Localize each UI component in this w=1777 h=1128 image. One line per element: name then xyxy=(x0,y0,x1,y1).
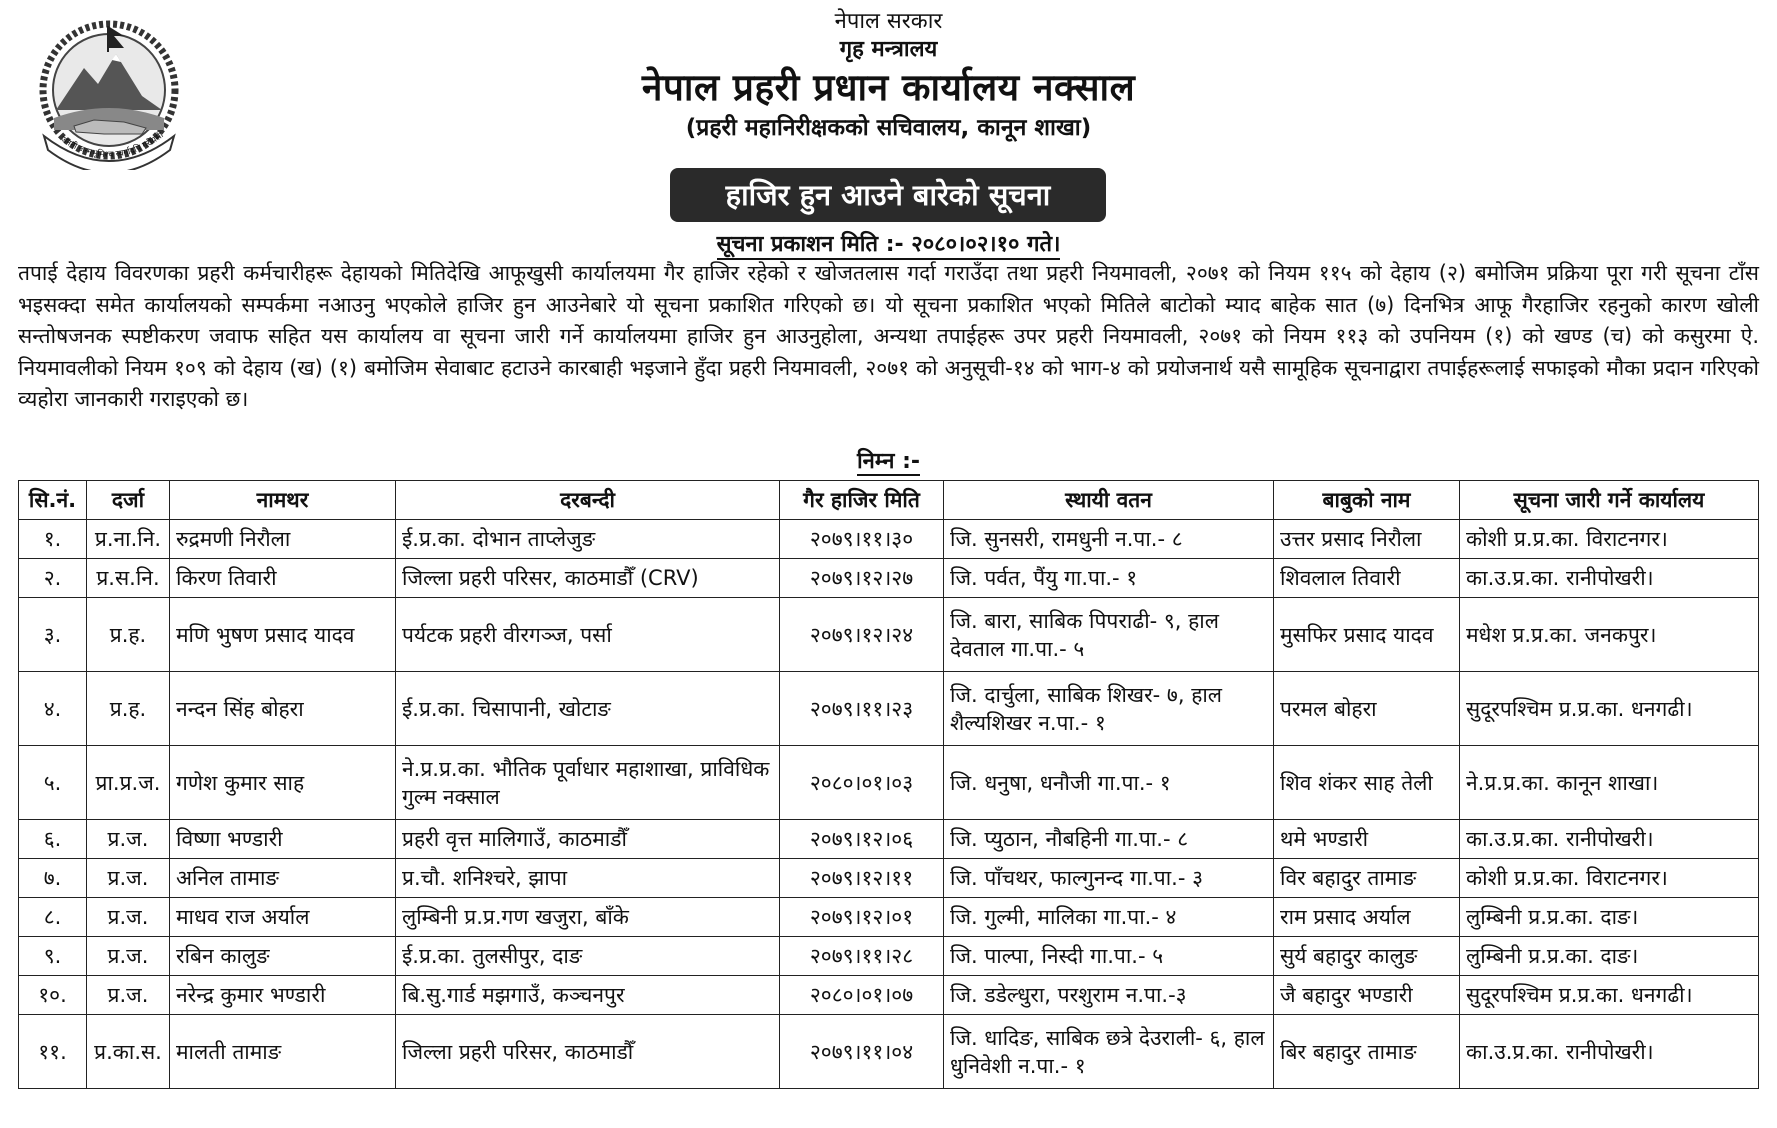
cell-rank: प्र.स.नि. xyxy=(87,559,170,598)
cell-sn: १०. xyxy=(19,976,87,1015)
table-row xyxy=(19,746,1759,820)
cell-posting: पर्यटक प्रहरी वीरगञ्ज, पर्सा xyxy=(396,598,780,672)
table-row xyxy=(19,1015,1759,1089)
cell-rank: प्र.ज. xyxy=(87,976,170,1015)
cell-rank: प्र.ज. xyxy=(87,859,170,898)
cell-absent-date: २०७९।१२।११ xyxy=(780,859,944,898)
cell-father: सुर्य बहादुर कालुङ xyxy=(1274,937,1460,976)
cell-posting: ई.प्र.का. चिसापानी, खोटाङ xyxy=(396,672,780,746)
government-name: नेपाल सरकार xyxy=(834,9,943,34)
cell-absent-date: २०८०।०१।०३ xyxy=(780,746,944,820)
table-row xyxy=(19,937,1759,976)
table-row xyxy=(19,598,1759,672)
ministry-name: गृह मन्त्रालय xyxy=(839,37,938,62)
cell-name: नन्दन सिंह बोहरा xyxy=(170,672,396,746)
cell-rank: प्र.ज. xyxy=(87,937,170,976)
cell-father: राम प्रसाद अर्याल xyxy=(1274,898,1460,937)
cell-rank: प्र.का.स. xyxy=(87,1015,170,1089)
publication-date: सूचना प्रकाशन मिति :- २०८०।०२।१० गते। xyxy=(717,232,1061,260)
column-header-address: स्थायी वतन xyxy=(944,481,1274,520)
column-header-rank: दर्जा xyxy=(87,481,170,520)
notice-title: हाजिर हुन आउने बारेको सूचना xyxy=(670,168,1106,222)
section-name: (प्रहरी महानिरीक्षकको सचिवालय, कानून शाखा) xyxy=(685,115,1092,141)
cell-father: परमल बोहरा xyxy=(1274,672,1460,746)
cell-sn: ७. xyxy=(19,859,87,898)
column-header-absent-date: गैर हाजिर मिति xyxy=(780,481,944,520)
cell-posting: ई.प्र.का. दोभान ताप्लेजुङ xyxy=(396,520,780,559)
cell-absent-date: २०७९।११।३० xyxy=(780,520,944,559)
publication-date-line xyxy=(0,228,1777,258)
letterhead xyxy=(0,8,1777,144)
cell-address: जि. बारा, साबिक पिपराढी- ९, हाल देवताल गा.पा.- ५ xyxy=(944,598,1274,672)
cell-sn: ८. xyxy=(19,898,87,937)
cell-office: लुम्बिनी प्र.प्र.का. दाङ। xyxy=(1460,898,1759,937)
cell-address: जि. प्युठान, नौबहिनी गा.पा.- ८ xyxy=(944,820,1274,859)
cell-posting: ने.प्र.प्र.का. भौतिक पूर्वाधार महाशाखा, प्राविधिक गुल्म नक्साल xyxy=(396,746,780,820)
cell-name: मालती तामाङ xyxy=(170,1015,396,1089)
cell-name: गणेश कुमार साह xyxy=(170,746,396,820)
cell-sn: ११. xyxy=(19,1015,87,1089)
cell-absent-date: २०७९।१२।०१ xyxy=(780,898,944,937)
cell-sn: ९. xyxy=(19,937,87,976)
cell-posting: जिल्ला प्रहरी परिसर, काठमाडौँ (CRV) xyxy=(396,559,780,598)
table-row xyxy=(19,859,1759,898)
cell-address: जि. डडेल्धुरा, परशुराम न.पा.-३ xyxy=(944,976,1274,1015)
cell-rank: प्र.ज. xyxy=(87,820,170,859)
cell-office: मधेश प्र.प्र.का. जनकपुर। xyxy=(1460,598,1759,672)
cell-absent-date: २०७९।११।२८ xyxy=(780,937,944,976)
cell-name: विष्णा भण्डारी xyxy=(170,820,396,859)
list-heading-line xyxy=(0,445,1777,475)
office-name: नेपाल प्रहरी प्रधान कार्यालय नक्साल xyxy=(641,66,1136,109)
cell-name: मणि भुषण प्रसाद यादव xyxy=(170,598,396,672)
cell-name: माधव राज अर्याल xyxy=(170,898,396,937)
cell-father: जै बहादुर भण्डारी xyxy=(1274,976,1460,1015)
cell-rank: प्र.ह. xyxy=(87,598,170,672)
cell-posting: बि.सु.गार्ड मझगाउँ, कञ्चनपुर xyxy=(396,976,780,1015)
cell-office: का.उ.प्र.का. रानीपोखरी। xyxy=(1460,1015,1759,1089)
cell-sn: २. xyxy=(19,559,87,598)
cell-name: अनिल तामाङ xyxy=(170,859,396,898)
column-header-posting: दरबन्दी xyxy=(396,481,780,520)
cell-father: शिव शंकर साह तेली xyxy=(1274,746,1460,820)
cell-father: उत्तर प्रसाद निरौला xyxy=(1274,520,1460,559)
table-header-row xyxy=(19,481,1759,520)
notice-body: तपाई देहाय विवरणका प्रहरी कर्मचारीहरू देहायको मितिदेखि आफूखुसी कार्यालयमा गैर हाजिर रहेको र खोजतलास गर्दा गराउँदा तथा प्रहरी नियमावली, २०७१ को नियम ११५ को देहाय (२) बमोजिम प्रक्रिया पूरा गरी सूचना टाँस भइसक्दा समेत कार्यालयको सम्पर्कमा नआउनु भएकोले हाजिर हुन आउनेबारे यो सूचना प्रकाशित गरिएको छ। यो सूचना प्रकाशित भएको मितिले बाटोको म्याद बाहेक सात (७) दिनभित्र आफू गैरहाजिर रहनुको कारण खोली सन्तोषजनक स्पष्टीकरण जवाफ सहित यस कार्यालय वा सूचना जारी गर्ने कार्यालयमा हाजिर हुन आउनुहोला, अन्यथा तपाईहरू उपर प्रहरी नियमावली, २०७१ को नियम ११३ को उपनियम (१) को खण्ड (च) को कसुरमा ऐ. नियमावलीको नियम १०९ को देहाय (ख) (१) बमोजिम सेवाबाट हटाउने कारबाही भइजाने हुँदा प्रहरी नियमावली, २०७१ को अनुसूची-१४ को भाग-४ को प्रयोजनार्थ यसै सामूहिक सूचनाद्वारा तपाईहरूलाई सफाइको मौका प्रदान गरिएको व्यहोरा जानकारी गराइएको छ। xyxy=(18,261,1759,411)
cell-office: का.उ.प्र.का. रानीपोखरी। xyxy=(1460,820,1759,859)
cell-office: ने.प्र.प्र.का. कानून शाखा। xyxy=(1460,746,1759,820)
column-header-office: सूचना जारी गर्ने कार्यालय xyxy=(1460,481,1759,520)
cell-absent-date: २०७९।१२।२४ xyxy=(780,598,944,672)
cell-rank: प्रा.प्र.ज. xyxy=(87,746,170,820)
column-header-name: नामथर xyxy=(170,481,396,520)
cell-posting: प्रहरी वृत्त मालिगाउँ, काठमाडौँ xyxy=(396,820,780,859)
cell-father: शिवलाल तिवारी xyxy=(1274,559,1460,598)
cell-absent-date: २०७९।११।२३ xyxy=(780,672,944,746)
cell-office: का.उ.प्र.का. रानीपोखरी। xyxy=(1460,559,1759,598)
absentee-table xyxy=(18,480,1759,1089)
cell-rank: प्र.ह. xyxy=(87,672,170,746)
cell-absent-date: २०८०।०१।०७ xyxy=(780,976,944,1015)
table-row xyxy=(19,672,1759,746)
table-row xyxy=(19,520,1759,559)
cell-posting: प्र.चौ. शनिश्चरे, झापा xyxy=(396,859,780,898)
list-heading: निम्न :- xyxy=(856,449,921,474)
cell-sn: ३. xyxy=(19,598,87,672)
cell-office: कोशी प्र.प्र.का. विराटनगर। xyxy=(1460,520,1759,559)
table-row xyxy=(19,820,1759,859)
table-row xyxy=(19,559,1759,598)
cell-father: विर बहादुर तामाङ xyxy=(1274,859,1460,898)
cell-posting: ई.प्र.का. तुलसीपुर, दाङ xyxy=(396,937,780,976)
cell-absent-date: २०७९।१२।०६ xyxy=(780,820,944,859)
cell-rank: प्र.ज. xyxy=(87,898,170,937)
cell-address: जि. दार्चुला, साबिक शिखर- ७, हाल शैल्यशिखर न.पा.- १ xyxy=(944,672,1274,746)
cell-sn: ६. xyxy=(19,820,87,859)
cell-name: किरण तिवारी xyxy=(170,559,396,598)
cell-name: रुद्रमणी निरौला xyxy=(170,520,396,559)
cell-sn: ४. xyxy=(19,672,87,746)
cell-address: जि. धादिङ, साबिक छत्रे देउराली- ६, हाल धुनिवेशी न.पा.- १ xyxy=(944,1015,1274,1089)
column-header-father: बाबुको नाम xyxy=(1274,481,1460,520)
cell-father: बिर बहादुर तामाङ xyxy=(1274,1015,1460,1089)
cell-address: जि. धनुषा, धनौजी गा.पा.- १ xyxy=(944,746,1274,820)
column-header-sn: सि.नं. xyxy=(19,481,87,520)
emblem-motto: जननी जन्मभूमिश्च स्वर्गादपि गरीयसी xyxy=(58,130,166,161)
cell-name: नरेन्द्र कुमार भण्डारी xyxy=(170,976,396,1015)
cell-address: जि. पाल्पा, निस्दी गा.पा.- ५ xyxy=(944,937,1274,976)
cell-absent-date: २०७९।११।०४ xyxy=(780,1015,944,1089)
table-row xyxy=(19,898,1759,937)
cell-office: लुम्बिनी प्र.प्र.का. दाङ। xyxy=(1460,937,1759,976)
cell-father: मुसफिर प्रसाद यादव xyxy=(1274,598,1460,672)
cell-absent-date: २०७९।१२।२७ xyxy=(780,559,944,598)
cell-sn: १. xyxy=(19,520,87,559)
cell-father: थमे भण्डारी xyxy=(1274,820,1460,859)
cell-address: जि. गुल्मी, मालिका गा.पा.- ४ xyxy=(944,898,1274,937)
cell-rank: प्र.ना.नि. xyxy=(87,520,170,559)
cell-address: जि. पाँचथर, फाल्गुनन्द गा.पा.- ३ xyxy=(944,859,1274,898)
cell-posting: जिल्ला प्रहरी परिसर, काठमाडौँ xyxy=(396,1015,780,1089)
cell-office: कोशी प्र.प्र.का. विराटनगर। xyxy=(1460,859,1759,898)
cell-posting: लुम्बिनी प्र.प्र.गण खजुरा, बाँके xyxy=(396,898,780,937)
table-row xyxy=(19,976,1759,1015)
cell-office: सुदूरपश्चिम प्र.प्र.का. धनगढी। xyxy=(1460,672,1759,746)
cell-address: जि. सुनसरी, रामधुनी न.पा.- ८ xyxy=(944,520,1274,559)
cell-address: जि. पर्वत, पैंयु गा.पा.- १ xyxy=(944,559,1274,598)
cell-office: सुदूरपश्चिम प्र.प्र.का. धनगढी। xyxy=(1460,976,1759,1015)
cell-name: रबिन कालुङ xyxy=(170,937,396,976)
cell-sn: ५. xyxy=(19,746,87,820)
